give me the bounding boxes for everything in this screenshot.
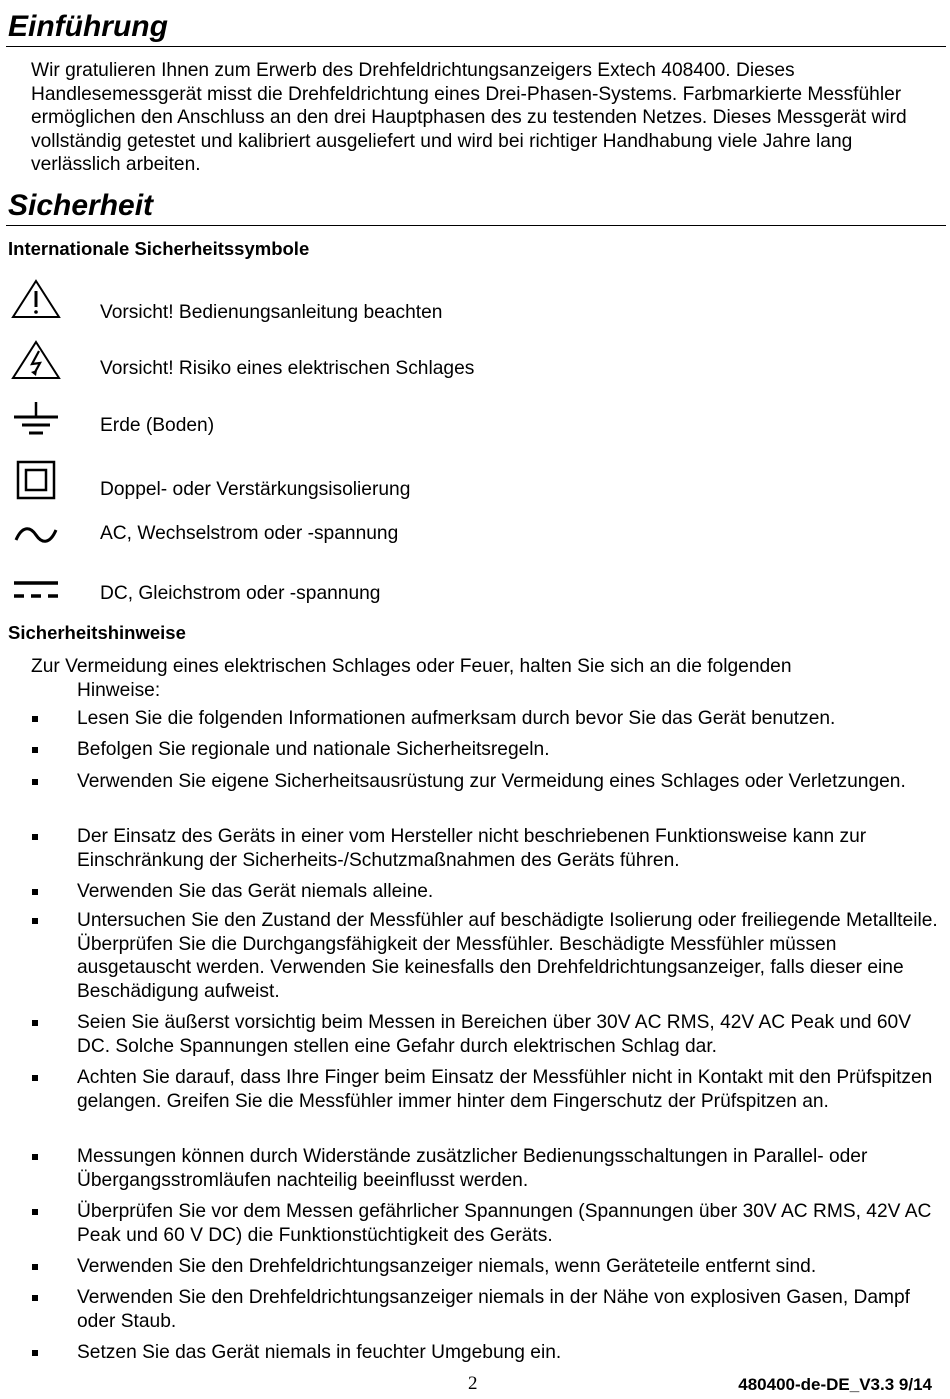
list-item: Der Einsatz des Geräts in einer vom Hersteller nicht beschriebenen Funktionsweise kann zur Einschränkung der Sicherheits-/Schutzmaßnahmen des Geräts führen.: [77, 826, 867, 871]
list-item: Messungen können durch Widerstände zusätzlicher Bedienungsschaltungen in Parallel- oder Übergangsstromläufen nachteilig beeinflusst werden.: [77, 1146, 868, 1191]
intro-paragraph: Wir gratulieren Ihnen zum Erwerb des Drehfeldrichtungsanzeigers Extech 408400. Dieses Handlesemessgerät misst die Drehfeldrichtung eines Drei-Phasen-Systems. Farbmarkierte Messfühler ermöglichen den Anschluss an den drei Hauptphasen des zu testenden Netzes. Dieses Messgerät wird vollständig getestet und kalibriert ausgeliefert und wird bei richtiger Handhabung viele Jahre lang verlässlich arbeiten.: [31, 60, 907, 175]
bullet-marker: [30, 887, 39, 896]
electric-shock-icon: [8, 337, 64, 383]
bullet-marker: [30, 1018, 39, 1027]
list-item: Verwenden Sie eigene Sicherheitsausrüstung zur Vermeidung eines Schlages oder Verletzungen.: [77, 771, 906, 792]
symbol-label: Vorsicht! Bedienungsanleitung beachten: [100, 302, 443, 323]
symbol-label: Vorsicht! Risiko eines elektrischen Schlages: [100, 358, 475, 379]
list-item: Befolgen Sie regionale und nationale Sicherheitsregeln.: [77, 739, 550, 760]
heading-rule: [6, 46, 946, 47]
double-insulation-icon: [8, 457, 64, 503]
notes-intro-line: Zur Vermeidung eines elektrischen Schlages oder Feuer, halten Sie sich an die folgenden: [31, 656, 792, 677]
bullet-marker: [30, 1348, 39, 1357]
notes-intro: [31, 655, 936, 702]
ac-wave-icon: [8, 512, 64, 558]
symbol-label: Erde (Boden): [100, 415, 215, 436]
bullet-marker: [30, 832, 39, 841]
list-item: Verwenden Sie den Drehfeldrichtungsanzeiger niemals in der Nähe von explosiven Gasen, Dampf oder Staub.: [77, 1287, 911, 1332]
list-item: Setzen Sie das Gerät niemals in feuchter Umgebung ein.: [77, 1342, 562, 1363]
bullet-marker: [30, 777, 39, 786]
bullet-marker: [30, 1152, 39, 1161]
list-item: Überprüfen Sie vor dem Messen gefährlicher Spannungen (Spannungen über 30V AC RMS, 42V AC Peak und 60 V DC) die Funktionstüchtigkeit des Geräts.: [77, 1201, 932, 1246]
list-item: Untersuchen Sie den Zustand der Messfühler auf beschädigte Isolierung oder freiliegende Metallteile. Überprüfen Sie die Durchgangsfähigkeit der Messfühler. Beschädigte Messfühler müssen ausgetauscht werden. Verwenden Sie keinesfalls den Drehfeldrichtungsanzeiger, falls dieser eine Beschädigung aufweist.: [77, 910, 938, 1002]
section-heading-safety: Sicherheit: [8, 189, 154, 222]
bullet-marker: [30, 1262, 39, 1271]
section-heading-introduction: Einführung: [8, 10, 168, 43]
heading-rule: [6, 225, 946, 226]
subheading-safety-symbols: Internationale Sicherheitssymbole: [8, 238, 310, 259]
ground-icon: [8, 395, 64, 441]
list-item: Seien Sie äußerst vorsichtig beim Messen in Bereichen über 30V AC RMS, 42V AC Peak und 60V DC. Solche Spannungen stellen eine Gefahr durch elektrischen Schlag dar.: [77, 1012, 912, 1057]
symbol-label: AC, Wechselstrom oder -spannung: [100, 523, 399, 544]
page-number: 2: [468, 1373, 478, 1394]
subheading-safety-notes: Sicherheitshinweise: [8, 622, 186, 643]
bullet-marker: [30, 1073, 39, 1082]
warning-triangle-icon: [8, 276, 64, 322]
bullet-marker: [30, 714, 39, 723]
list-item: Lesen Sie die folgenden Informationen aufmerksam durch bevor Sie das Gerät benutzen.: [77, 708, 836, 729]
list-item: Verwenden Sie den Drehfeldrichtungsanzeiger niemals, wenn Geräteteile entfernt sind.: [77, 1256, 817, 1277]
bullet-marker: [30, 745, 39, 754]
dc-icon: [8, 566, 64, 612]
bullet-marker: [30, 1207, 39, 1216]
bullet-marker: [30, 1293, 39, 1302]
symbol-label: DC, Gleichstrom oder -spannung: [100, 583, 381, 604]
notes-intro-line: Hinweise:: [77, 679, 161, 701]
bullet-marker: [30, 916, 39, 925]
symbol-label: Doppel- oder Verstärkungsisolierung: [100, 479, 411, 500]
document-code: 480400-de-DE_V3.3 9/14: [738, 1375, 932, 1394]
list-item: Achten Sie darauf, dass Ihre Finger beim Einsatz der Messfühler nicht in Kontakt mit den Prüfspitzen gelangen. Greifen Sie die Messfühler immer hinter dem Fingerschutz der Prüfspitzen an.: [77, 1067, 933, 1112]
list-item: Verwenden Sie das Gerät niemals alleine.: [77, 881, 434, 902]
